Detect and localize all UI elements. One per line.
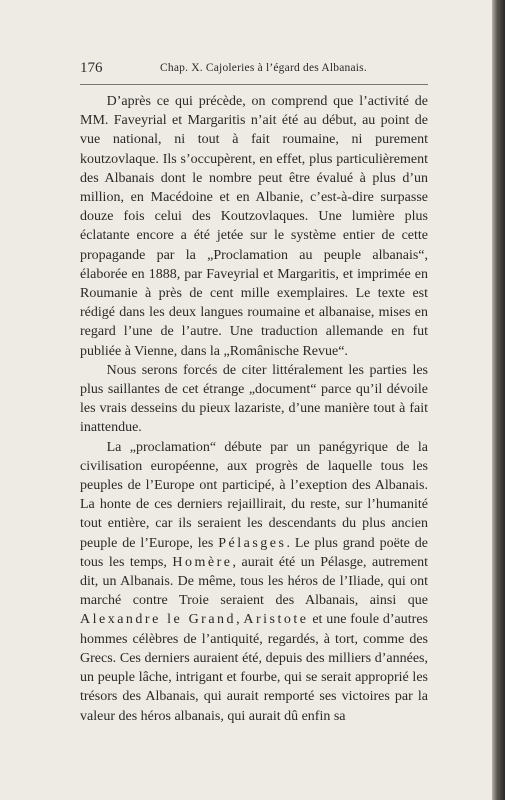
running-head: Chap. X. Cajoleries à l’égard des Albanais. [160, 62, 367, 74]
paragraph-3-part-5: et une foule d’autres hommes célèbres de l’antiquité, regardés, à tort, comme des Grecs. Ces derniers auraient été, depuis des milliers d’années, un peuple lâche, intrigant et fourbe, qui se serait approprié les trésors des Albanais, qui aurait remporté ses victoires par la valeur des héros albanais, qui aurait dû enfin sa [80, 612, 428, 724]
emphasis-aristote: Aristote [243, 612, 309, 628]
paragraph-3-part-4: , [236, 612, 244, 628]
header-rule [80, 84, 428, 85]
page-number: 176 [80, 60, 103, 76]
body-text [80, 92, 428, 726]
page-header [80, 60, 428, 82]
paragraph-3-part-3: , aurait été un Pélasge, autrement dit, un Albanais. De même, tous les héros de l’Iliade, qui ont marché contre Troie seraient des Albanais, ainsi que [80, 554, 428, 609]
emphasis-homere: Homère [172, 554, 233, 570]
paragraph-2: Nous serons forcés de citer littéralement les parties les plus saillantes de cet étrange „document“ parce qu’il dévoile les vrais desseins du pieux lazariste, d’une manière tout à fait inattendue. [80, 362, 428, 436]
emphasis-pelasges: Pélasges [218, 535, 287, 551]
page-edge-shadow [492, 0, 505, 800]
paragraph-3 [80, 438, 428, 726]
paragraph-3-part-1: La „proclamation“ débute par un panégyrique de la civilisation européenne, aux progrès de laquelle tous les peuples de l’Europe ont participé, à l’exeption des Albanais. La honte de ces derniers rejaillirait, du reste, sur l’humanité tout entière, car ils seraient les descendants du plus ancien peuple de l’Europe, les [80, 439, 428, 551]
paragraph-1: D’après ce qui précède, on comprend que l’activité de MM. Faveyrial et Margaritis n’ait été au début, au point de vue national, ni tout à fait roumaine, ni purement koutzovlaque. Ils s’occupèrent, en effet, plus particulièrement des Albanais dont le nombre peut être évalué à plus d’un million, en Macédoine et en Albanie, c’est-à-dire surpasse douze fois celui des Koutzovlaques. Une lumière plus éclatante encore a été jetée sur le système entier de cette propagande par la „Proclamation au peuple albanais“, élaborée en 1888, par Faveyrial et Margaritis, et imprimée en Roumanie à près de cent mille exemplaires. Le texte est rédigé dans les deux langues roumaine et albanaise, mises en regard l’une de l’autre. Une traduction allemande en fut publiée à Vienne, dans la „Românische Revue“. [80, 94, 428, 359]
emphasis-alexandre: Alexandre le Grand [80, 612, 237, 628]
paragraph-3-part-2: . Le plus grand poëte de tous les temps, [80, 535, 429, 570]
